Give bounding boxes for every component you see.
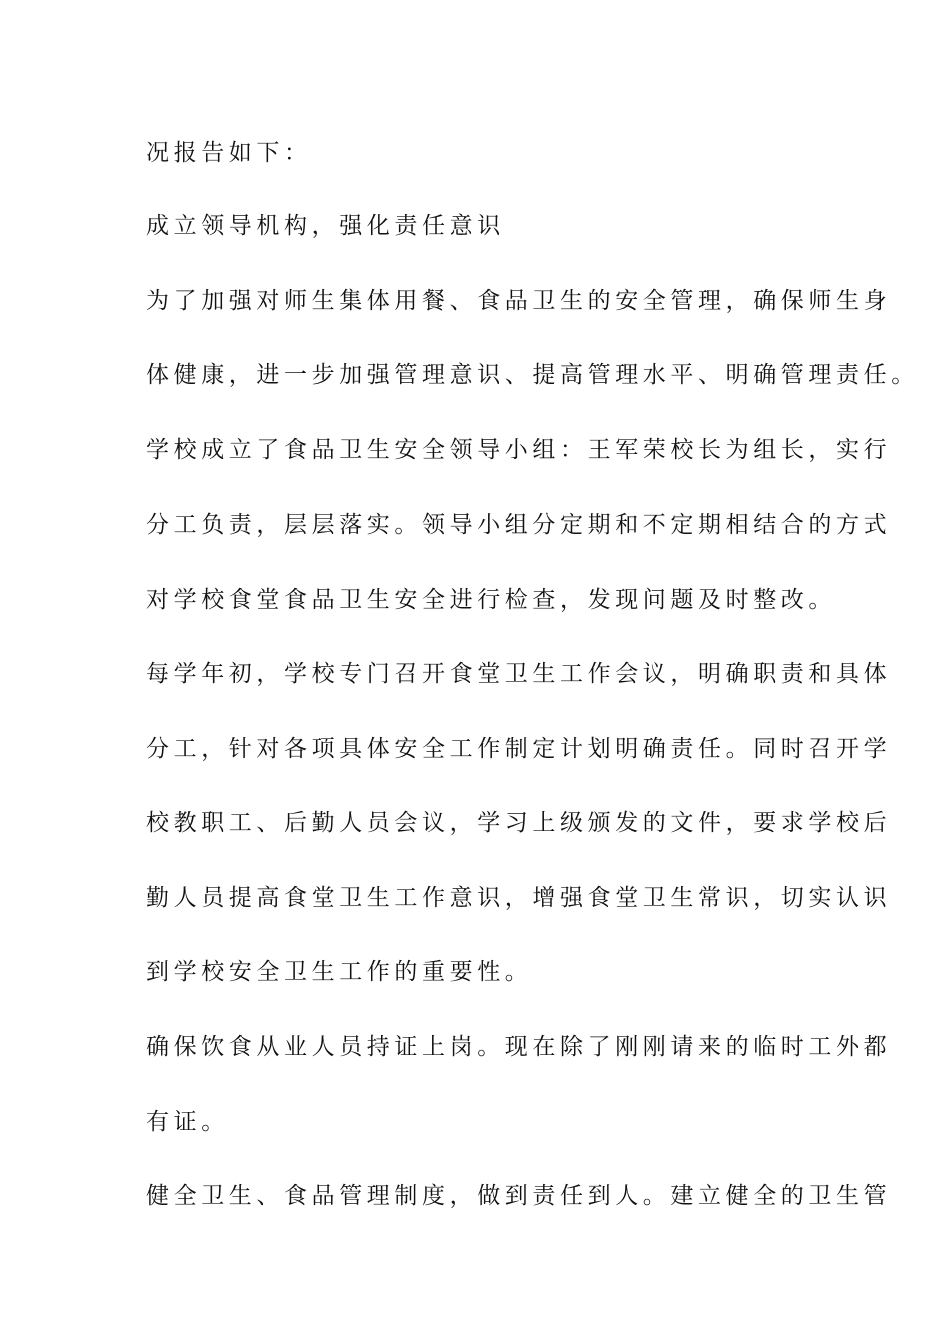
text-line: 有证。 xyxy=(146,1109,229,1135)
section-heading: 成立领导机构，强化责任意识 xyxy=(146,213,505,239)
text-line: 分工，针对各项具体安全工作制定计划明确责任。同时召开学 xyxy=(146,736,892,762)
text-line: 确保饮食从业人员持证上岗。现在除了刚刚请来的临时工外都 xyxy=(146,1034,892,1060)
text-line: 校教职工、后勤人员会议，学习上级颁发的文件，要求学校后 xyxy=(146,810,892,836)
text-line: 体健康，进一步加强管理意识、提高管理水平、明确管理责任。 xyxy=(146,362,919,388)
text-line: 对学校食堂食品卫生安全进行检查，发现问题及时整改。 xyxy=(146,587,836,613)
text-line: 到学校安全卫生工作的重要性。 xyxy=(146,959,533,985)
text-line: 况报告如下： xyxy=(146,140,312,166)
text-line: 为了加强对师生集体用餐、食品卫生的安全管理，确保师生身 xyxy=(146,288,892,314)
text-line: 健全卫生、食品管理制度，做到责任到人。建立健全的卫生管 xyxy=(146,1183,892,1209)
text-line: 勤人员提高食堂卫生工作意识，增强食堂卫生常识，切实认识 xyxy=(146,885,892,911)
text-line: 学校成立了食品卫生安全领导小组：王军荣校长为组长，实行 xyxy=(146,437,892,463)
text-line: 分工负责，层层落实。领导小组分定期和不定期相结合的方式 xyxy=(146,512,892,538)
text-line: 每学年初，学校专门召开食堂卫生工作会议，明确职责和具体 xyxy=(146,661,892,687)
